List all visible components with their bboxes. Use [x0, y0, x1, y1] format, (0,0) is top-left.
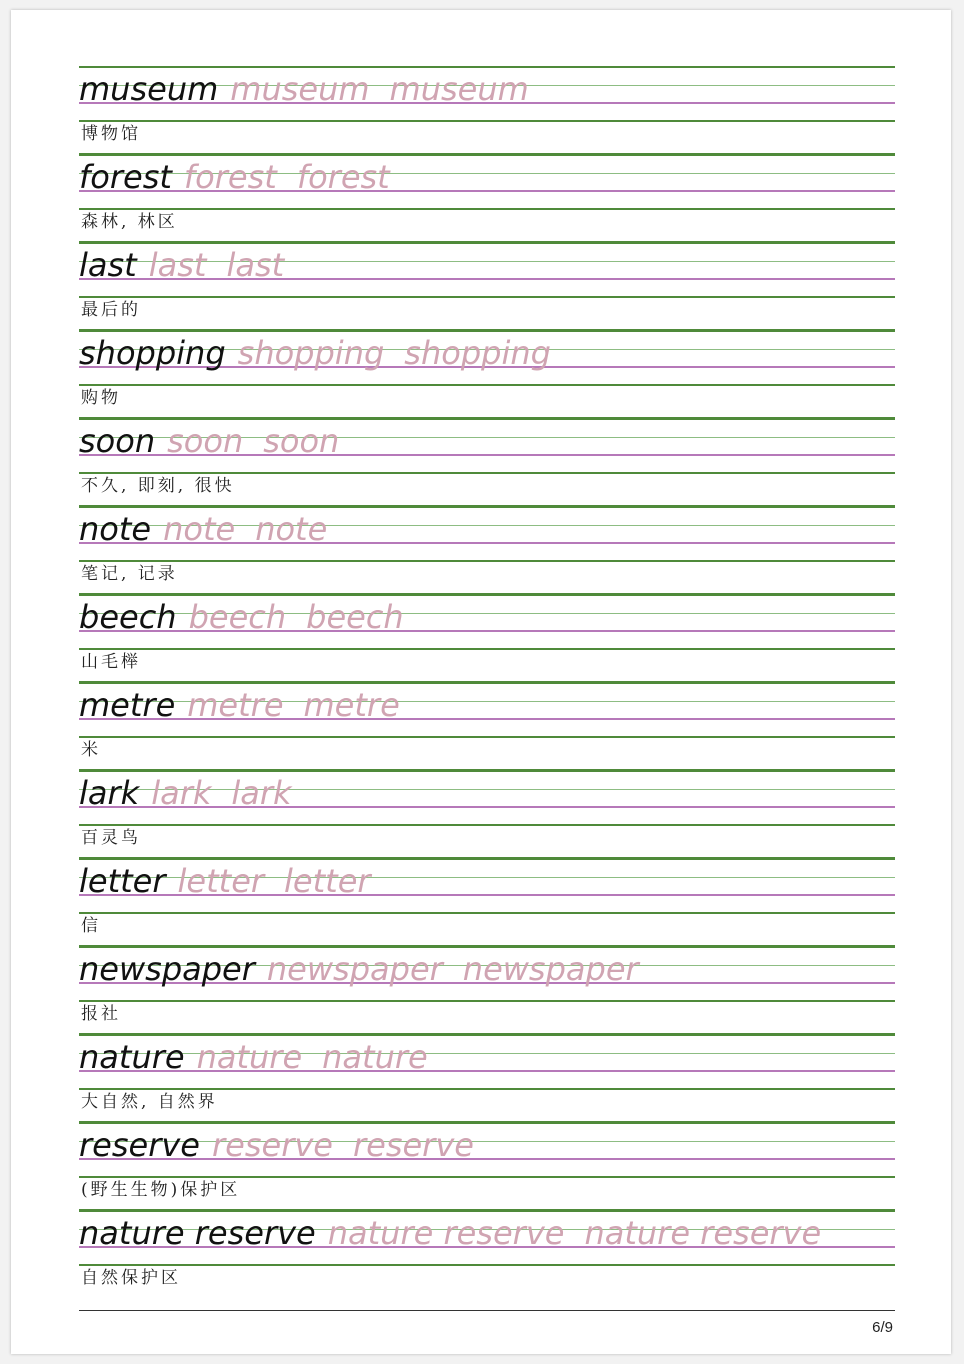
word-meaning: 山毛榉 — [81, 652, 141, 672]
word-row — [79, 597, 404, 637]
vocab-word: last — [79, 246, 137, 284]
word-meaning: 百灵鸟 — [81, 828, 141, 848]
word-row — [79, 509, 327, 549]
word-row — [79, 773, 292, 813]
bottom-rule — [79, 648, 895, 650]
word-meaning: 自然保护区 — [81, 1268, 181, 1288]
word-meaning: 笔记, 记录 — [81, 564, 178, 584]
top-rule — [79, 506, 895, 508]
footer-rule — [79, 1310, 895, 1311]
trace-word: note — [255, 510, 328, 548]
word-row — [79, 333, 551, 373]
word-row — [79, 69, 529, 109]
bottom-rule — [79, 1000, 895, 1002]
word-row — [79, 685, 400, 725]
vocab-entry — [79, 1210, 895, 1298]
trace-word: shopping — [237, 334, 385, 372]
trace-word: shopping — [404, 334, 551, 372]
bottom-rule — [79, 1264, 895, 1266]
bottom-rule — [79, 120, 895, 122]
vocab-word: note — [79, 510, 152, 548]
vocab-word: lark — [79, 774, 140, 812]
trace-word: newspaper — [266, 950, 443, 988]
trace-word: metre — [303, 686, 400, 724]
trace-word: beech — [306, 598, 404, 636]
vocab-word: nature reserve — [79, 1214, 316, 1252]
vocab-entry — [79, 770, 895, 858]
trace-word: nature reserve — [584, 1214, 822, 1252]
word-meaning: 报社 — [81, 1004, 121, 1024]
trace-word: nature reserve — [327, 1214, 565, 1252]
trace-word: forest — [296, 158, 390, 196]
top-rule — [79, 242, 895, 244]
top-rule — [79, 858, 895, 860]
top-rule — [79, 154, 895, 156]
top-rule — [79, 682, 895, 684]
bottom-rule — [79, 472, 895, 474]
page-number: 6/9 — [872, 1319, 893, 1336]
bottom-rule — [79, 208, 895, 210]
trace-word: soon — [263, 422, 340, 460]
trace-word: letter — [177, 862, 265, 900]
bottom-rule — [79, 1176, 895, 1178]
vocab-word: soon — [79, 422, 156, 460]
trace-word: last — [226, 246, 285, 284]
vocab-word: letter — [79, 862, 166, 900]
trace-word: reserve — [352, 1126, 474, 1164]
word-meaning: 博物馆 — [81, 124, 141, 144]
vocab-word: museum — [79, 70, 219, 108]
word-meaning: 大自然, 自然界 — [81, 1092, 218, 1112]
vocab-entry — [79, 506, 895, 594]
bottom-rule — [79, 912, 895, 914]
vocab-word: forest — [79, 158, 172, 196]
worksheet-page — [11, 10, 951, 1354]
word-row — [79, 245, 284, 285]
top-rule — [79, 330, 895, 332]
vocab-entry — [79, 66, 895, 154]
vocab-entry — [79, 858, 895, 946]
trace-word: soon — [167, 422, 244, 460]
vocabulary-list — [79, 66, 895, 1298]
trace-word: nature — [322, 1038, 428, 1076]
bottom-rule — [79, 384, 895, 386]
vocab-word: nature — [79, 1038, 185, 1076]
bottom-rule — [79, 1088, 895, 1090]
word-row — [79, 421, 339, 461]
word-row — [79, 861, 371, 901]
trace-word: note — [163, 510, 236, 548]
word-row — [79, 1125, 474, 1165]
word-meaning: 森林, 林区 — [81, 212, 178, 232]
bottom-rule — [79, 824, 895, 826]
word-meaning: 最后的 — [81, 300, 141, 320]
vocab-entry — [79, 154, 895, 242]
vocab-word: reserve — [79, 1126, 200, 1164]
word-row — [79, 949, 639, 989]
bottom-rule — [79, 560, 895, 562]
vocab-word: beech — [79, 598, 177, 636]
word-meaning: 不久, 即刻, 很快 — [81, 476, 235, 496]
top-rule — [79, 1122, 895, 1124]
trace-word: museum — [230, 70, 370, 108]
word-meaning: 购物 — [81, 388, 121, 408]
top-rule — [79, 770, 895, 772]
bottom-rule — [79, 296, 895, 298]
trace-word: lark — [231, 774, 292, 812]
trace-word: metre — [187, 686, 284, 724]
vocab-entry — [79, 682, 895, 770]
trace-word: letter — [284, 862, 371, 900]
vocab-word: metre — [79, 686, 176, 724]
vocab-entry — [79, 330, 895, 418]
top-rule — [79, 66, 895, 68]
vocab-entry — [79, 418, 895, 506]
vocab-word: newspaper — [79, 950, 255, 988]
word-meaning: (野生生物)保护区 — [81, 1180, 241, 1200]
top-rule — [79, 594, 895, 596]
word-row — [79, 1037, 428, 1077]
vocab-entry — [79, 242, 895, 330]
top-rule — [79, 1210, 895, 1212]
trace-word: forest — [183, 158, 277, 196]
word-row — [79, 157, 390, 197]
trace-word: last — [148, 246, 207, 284]
vocab-word: shopping — [79, 334, 226, 372]
word-row — [79, 1213, 821, 1253]
trace-word: nature — [196, 1038, 303, 1076]
vocab-entry — [79, 946, 895, 1034]
vocab-entry — [79, 594, 895, 682]
trace-word: lark — [151, 774, 212, 812]
word-meaning: 米 — [81, 740, 101, 760]
trace-word: newspaper — [462, 950, 639, 988]
trace-word: museum — [389, 70, 529, 108]
trace-word: reserve — [211, 1126, 333, 1164]
vocab-entry — [79, 1122, 895, 1210]
vocab-entry — [79, 1034, 895, 1122]
top-rule — [79, 418, 895, 420]
word-meaning: 信 — [81, 916, 101, 936]
trace-word: beech — [188, 598, 287, 636]
top-rule — [79, 1034, 895, 1036]
bottom-rule — [79, 736, 895, 738]
top-rule — [79, 946, 895, 948]
